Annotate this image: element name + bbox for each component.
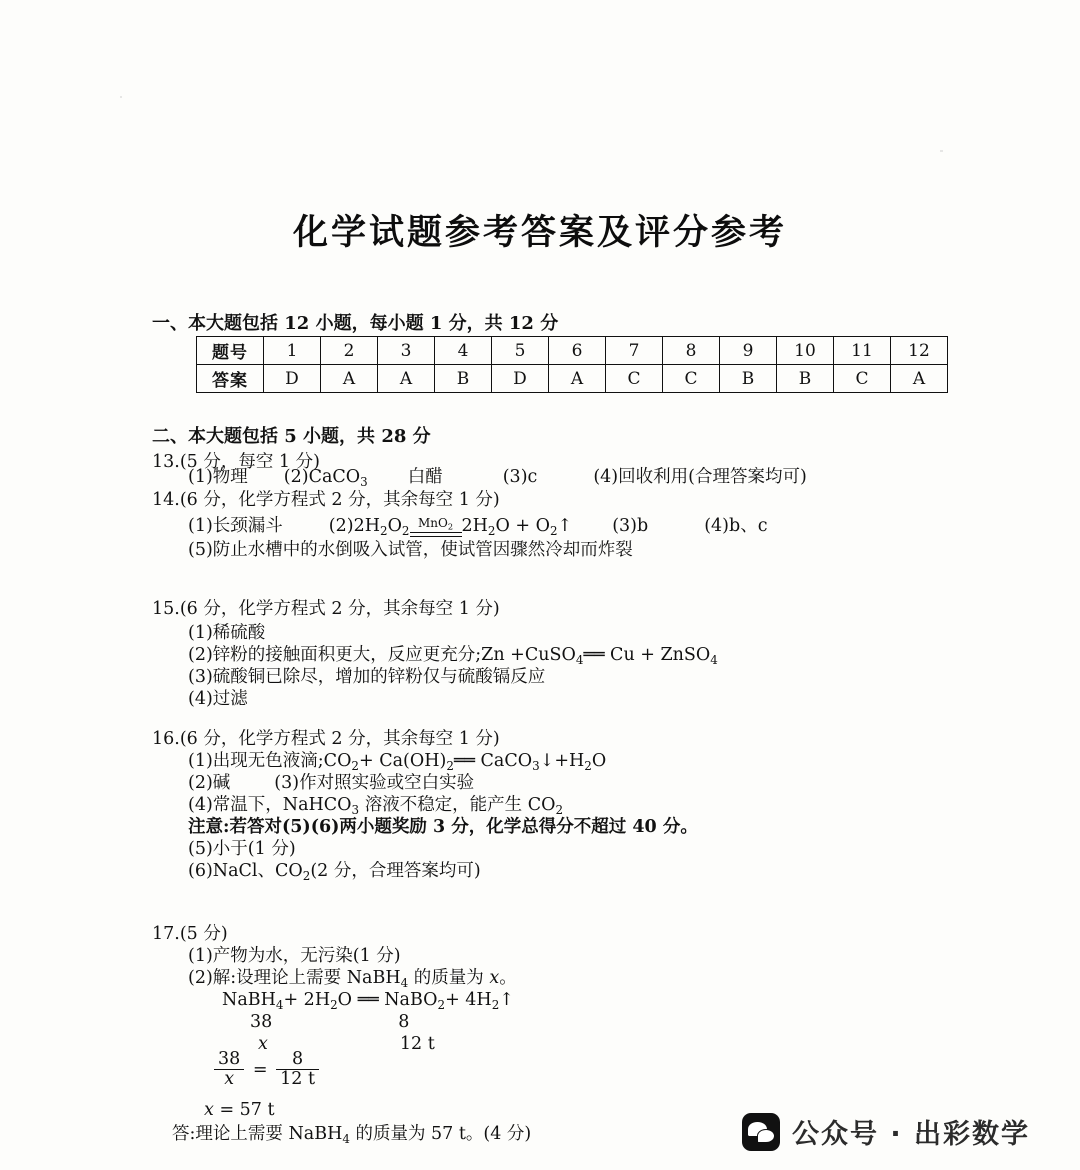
fraction-left-numerator: 38	[218, 1049, 241, 1069]
table-cell: C	[834, 365, 891, 393]
row-header-answer: 答案	[197, 365, 264, 393]
item-16-line-1: (1)出现无色液滴$;CO_2+$ $Ca(OH)_2══$ $CaCO_3↓+H_2O$	[188, 751, 607, 773]
item-14-number: 14.	[152, 490, 180, 510]
table-cell: 11	[834, 337, 891, 365]
table-cell: 8	[663, 337, 720, 365]
table-cell: A	[891, 365, 948, 393]
item-17-equation: NaBH$_4$+ $2H_2O$ ══ NaBO$_2$+ $4H_2↑$	[222, 990, 514, 1012]
table-cell: D	[492, 365, 549, 393]
item-14-score: (6 分，化学方程式 2 分，其余每空 1 分)	[179, 490, 500, 510]
table-cell: C	[606, 365, 663, 393]
fraction-right-numerator: 8	[291, 1049, 304, 1069]
table-cell: B	[720, 365, 777, 393]
item-17-score: (5 分)	[179, 924, 228, 944]
item-17-line-2: (2)解:设理论上需要 NaBH$_4$ 的质量为 x。	[188, 968, 517, 990]
table-row-question-numbers	[197, 337, 948, 365]
table-cell: D	[264, 365, 321, 393]
item-16-number: 16.	[152, 729, 180, 749]
item-15-line-2: (2)锌粉的接触面积更大，反应更充分;Zn +CuSO$_4$══ Cu + ZnSO$_4$	[188, 645, 718, 667]
fraction-right	[276, 1050, 319, 1089]
table-cell: 2	[321, 337, 378, 365]
wechat-icon	[742, 1113, 780, 1151]
page-title: 化学试题参考答案及评分参考	[292, 212, 787, 253]
item-17-solution: x = 57 t	[204, 1100, 275, 1120]
item-16-line-6: (6)NaCl、$CO_2(2$ 分，合理答案均可)	[188, 861, 481, 883]
table-row-answers	[197, 365, 948, 393]
item-17-header	[152, 922, 228, 946]
fraction-left	[214, 1050, 244, 1089]
item-17-number: 17.	[152, 924, 180, 944]
item-16-header	[152, 727, 500, 751]
item-15-header	[152, 597, 500, 621]
item-16-line-2: (2)碱 (3)作对照实验或空白实验	[188, 773, 475, 793]
scan-speck	[940, 150, 943, 152]
table-cell: A	[321, 365, 378, 393]
table-cell: 9	[720, 337, 777, 365]
item-15-line-1: (1)稀硫酸	[188, 623, 266, 643]
watermark	[742, 1112, 1030, 1151]
item-16-note: 注意:若答对(5)(6)两小题奖励 3 分，化学总得分不超过 40 分。	[188, 817, 698, 837]
row-header-question: 题号	[197, 337, 264, 365]
item-15-line-4: (4)过滤	[188, 689, 248, 709]
item-15-score: (6 分，化学方程式 2 分，其余每空 1 分)	[179, 599, 500, 619]
equals-sign: =	[252, 1059, 268, 1080]
item-15-line-3: (3)硫酸铜已除尽，增加的锌粉仅与硫酸镉反应	[188, 667, 546, 687]
item-14-line-1: (1)长颈漏斗 $(2)2H_2O_2$ MnO$_2$ $2H_2O$ + $O_2↑$ (3)b (4)b、c	[188, 516, 768, 538]
table-cell: 10	[777, 337, 834, 365]
table-cell: A	[549, 365, 606, 393]
item-13-number: 13.	[152, 452, 180, 472]
item-17-unknown-row: x 12 t	[258, 1034, 435, 1054]
table-cell: 7	[606, 337, 663, 365]
item-16-score: (6 分，化学方程式 2 分，其余每空 1 分)	[179, 729, 500, 749]
item-17-line-1: (1)产物为水，无污染(1 分)	[188, 946, 401, 966]
table-cell: 4	[435, 337, 492, 365]
item-13-line-1: (1)物理 (2)CaCO$_3$ 白醋 (3)c (4)回收利用(合理答案均可)	[188, 467, 807, 489]
table-cell: B	[435, 365, 492, 393]
watermark-text: 公众号 · 出彩数学	[792, 1119, 1031, 1150]
scan-speck	[120, 96, 122, 98]
fraction-right-denominator: 12 t	[276, 1069, 319, 1089]
table-cell: 5	[492, 337, 549, 365]
reaction-condition-mno2: MnO$_2$	[410, 516, 462, 537]
table-cell: 6	[549, 337, 606, 365]
item-14-header	[152, 488, 500, 512]
item-17-answer: 答:理论上需要 NaBH$_4$ 的质量为 57 t。(4 分)	[172, 1124, 532, 1146]
table-cell: 12	[891, 337, 948, 365]
section-2-heading: 二、本大题包括 5 小题，共 28 分	[152, 426, 431, 447]
table-cell: B	[777, 365, 834, 393]
item-17-proportion	[214, 1050, 319, 1089]
table-cell: C	[663, 365, 720, 393]
section-1-heading: 一、本大题包括 12 小题，每小题 1 分，共 12 分	[152, 313, 559, 334]
table-cell: 3	[378, 337, 435, 365]
item-14-line-2: (5)防止水槽中的水倒吸入试管，使试管因骤然冷却而炸裂	[188, 540, 633, 560]
item-16-line-3: (4)常温下，NaHCO$_3$ 溶液不稳定，能产生 $CO_2$	[188, 795, 564, 817]
item-17-mass-row: 38 8	[250, 1012, 410, 1032]
answer-table	[196, 336, 948, 393]
fraction-left-denominator: x	[214, 1069, 244, 1089]
item-15-number: 15.	[152, 599, 180, 619]
item-16-line-5: (5)小于(1 分)	[188, 839, 296, 859]
table-cell: A	[378, 365, 435, 393]
item-13-score: (5 分，每空 1 分)	[179, 452, 320, 472]
table-cell: 1	[264, 337, 321, 365]
